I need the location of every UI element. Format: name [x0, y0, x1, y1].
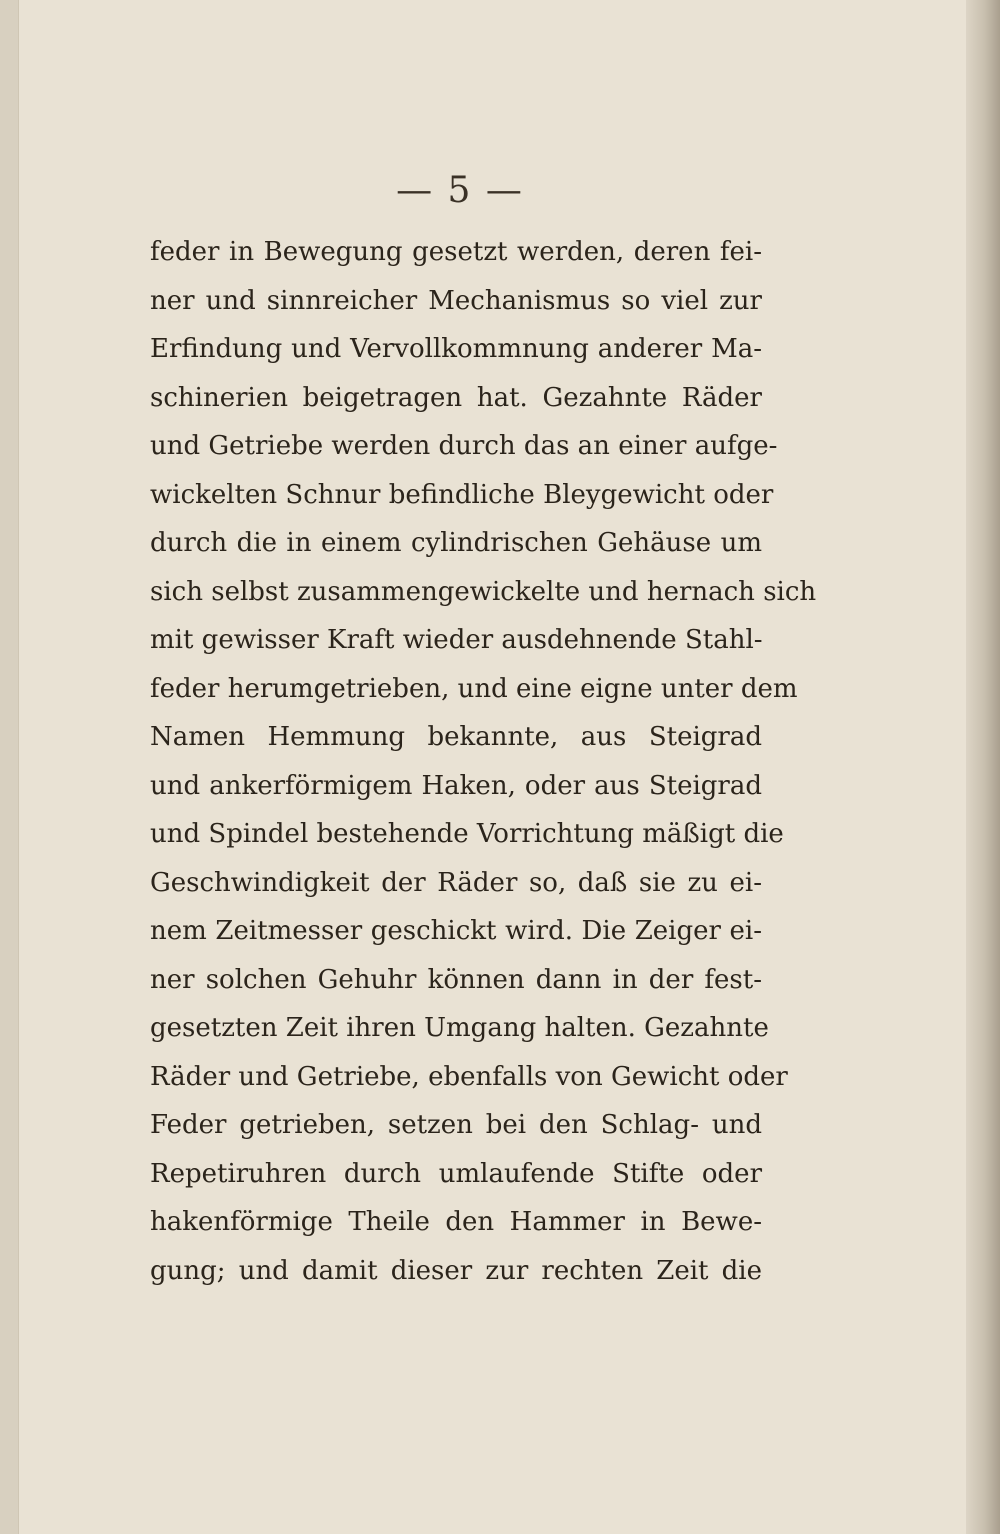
text-line: und ankerförmigem Haken, oder aus Steigrad [150, 770, 762, 801]
text-line: mit gewisser Kraft wieder ausdehnende Stahl- [150, 625, 763, 655]
text-line: ner und sinnreicher Mechanismus so viel zur [150, 285, 762, 316]
text-line: schinerien beigetragen hat. Gezahnte Räder [150, 382, 762, 413]
text-line: und Spindel bestehende Vorrichtung mäßigt die [150, 819, 784, 849]
text-line: Erfindung und Vervollkommnung anderer Ma- [150, 334, 762, 364]
text-line: und Getriebe werden durch das an einer aufge- [150, 431, 778, 461]
page-number: — 5 — [396, 170, 524, 211]
text-line: Feder getrieben, setzen bei den Schlag- und [150, 1110, 762, 1140]
text-line: Repetiruhren durch umlaufende Stifte oder [150, 1158, 762, 1189]
text-line: Geschwindigkeit der Räder so, daß sie zu ei- [150, 867, 762, 898]
text-line: nem Zeitmesser geschickt wird. Die Zeiger ei- [150, 916, 762, 946]
text-line: Namen Hemmung bekannte, aus Steigrad [150, 722, 762, 752]
text-line: ner solchen Gehuhr können dann in der fest- [150, 964, 762, 995]
page-fore-edge [966, 0, 1000, 1534]
text-line: wickelten Schnur befindliche Bleygewicht oder [150, 479, 774, 510]
text-line: gesetzten Zeit ihren Umgang halten. Gezahnte [150, 1013, 769, 1043]
text-line: hakenförmige Theile den Hammer in Bewe- [150, 1207, 762, 1237]
text-line: durch die in einem cylindrischen Gehäuse um [150, 528, 762, 558]
page-gutter [0, 0, 19, 1534]
text-line: Räder und Getriebe, ebenfalls von Gewicht oder [150, 1061, 788, 1092]
text-line: feder in Bewegung gesetzt werden, deren fei- [150, 237, 762, 267]
text-line: feder herumgetrieben, und eine eigne unter dem [150, 673, 798, 704]
body-text [150, 228, 817, 1295]
text-line: sich selbst zusammengewickelte und hernach sich [150, 576, 817, 607]
text-line: gung; und damit dieser zur rechten Zeit die [150, 1255, 762, 1286]
